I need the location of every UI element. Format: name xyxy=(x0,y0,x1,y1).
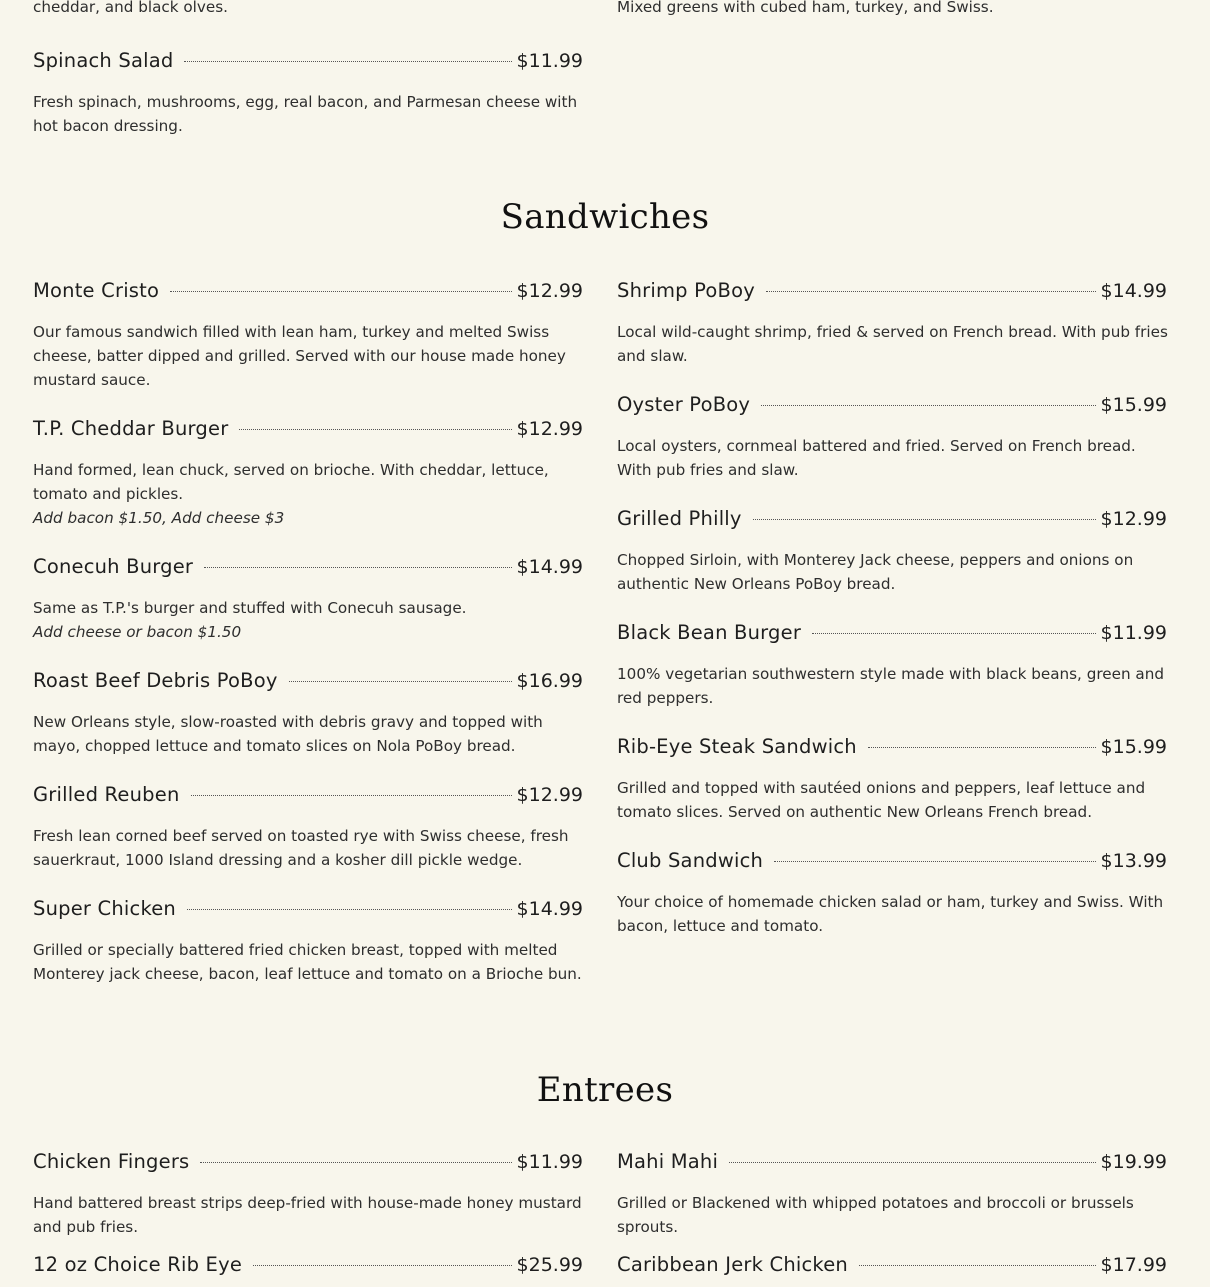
dotted-leader xyxy=(868,747,1096,748)
menu-item xyxy=(33,417,591,530)
menu-item xyxy=(33,1150,591,1239)
menu-item xyxy=(33,279,591,392)
dotted-leader xyxy=(200,1162,511,1163)
menu-item xyxy=(33,1253,591,1287)
item-description: New Orleans style, slow-roasted with debris gravy and topped with mayo, chopped lettuce and tomato slices on Nola PoBoy bread. xyxy=(33,713,543,755)
dotted-leader xyxy=(859,1265,1096,1266)
item-price: $14.99 xyxy=(516,556,583,578)
menu-item xyxy=(33,555,591,644)
item-description: Same as T.P.'s burger and stuffed with Conecuh sausage. xyxy=(33,599,467,617)
salad-desc-partial-right: Mixed greens with cubed ham, turkey, and Swiss. xyxy=(617,0,994,16)
item-price: $15.99 xyxy=(1100,736,1167,758)
item-note: Add bacon $1.50, Add cheese $3 xyxy=(33,509,285,527)
item-description: Grilled or specially battered fried chicken breast, topped with melted Monterey jack cheese, bacon, leaf lettuce and tomato on a Brioche bun. xyxy=(33,941,582,983)
dotted-leader xyxy=(239,429,511,430)
item-name: Oyster PoBoy xyxy=(617,393,751,416)
item-price: $14.99 xyxy=(1100,280,1167,302)
item-description: Fresh lean corned beef served on toasted rye with Swiss cheese, fresh sauerkraut, 1000 Island dressing and a kosher dill pickle wedge. xyxy=(33,827,569,869)
item-name: Conecuh Burger xyxy=(33,555,194,578)
dotted-leader xyxy=(170,291,511,292)
item-description: Chopped Sirloin, with Monterey Jack cheese, peppers and onions on authentic New Orleans PoBoy bread. xyxy=(617,551,1134,593)
dotted-leader xyxy=(812,633,1095,634)
item-description: Local wild-caught shrimp, fried & served on French bread. With pub fries and slaw. xyxy=(617,323,1168,365)
dotted-leader xyxy=(289,681,512,682)
item-name: Mahi Mahi xyxy=(617,1150,719,1173)
item-price: $12.99 xyxy=(516,418,583,440)
salad-desc-partial-left: cheddar, and black olves. xyxy=(33,0,228,16)
item-name: Chicken Fingers xyxy=(33,1150,190,1173)
item-description: Our famous sandwich filled with lean ham, turkey and melted Swiss cheese, batter dipped and grilled. Served with our house made honey mustard sauce. xyxy=(33,323,566,389)
menu-item xyxy=(617,393,1175,482)
item-price: $12.99 xyxy=(516,280,583,302)
menu-item xyxy=(617,279,1175,368)
item-price: $12.99 xyxy=(1100,508,1167,530)
item-price: $11.99 xyxy=(516,50,583,72)
dotted-leader xyxy=(187,909,512,910)
item-description: Your choice of homemade chicken salad or ham, turkey and Swiss. With bacon, lettuce and tomato. xyxy=(617,893,1164,935)
item-price: $19.99 xyxy=(1100,1151,1167,1173)
menu-item xyxy=(33,897,591,986)
section-title-sandwiches: Sandwiches xyxy=(500,197,710,237)
menu-item xyxy=(617,1253,1175,1287)
item-price: $17.99 xyxy=(1100,1254,1167,1276)
item-price: $16.99 xyxy=(516,670,583,692)
item-name: Caribbean Jerk Chicken xyxy=(617,1253,848,1276)
dotted-leader xyxy=(761,405,1095,406)
item-price: $15.99 xyxy=(1100,394,1167,416)
dotted-leader xyxy=(184,61,511,62)
item-price: $14.99 xyxy=(516,898,583,920)
item-price: $11.99 xyxy=(1100,622,1167,644)
dotted-leader xyxy=(253,1265,511,1266)
item-name: 12 oz Choice Rib Eye xyxy=(33,1253,243,1276)
item-name: Grilled Philly xyxy=(617,507,742,530)
item-name: T.P. Cheddar Burger xyxy=(33,417,229,440)
item-name: Black Bean Burger xyxy=(617,621,802,644)
dotted-leader xyxy=(753,519,1096,520)
item-name: Shrimp PoBoy xyxy=(617,279,755,302)
dotted-leader xyxy=(204,567,511,568)
menu-item xyxy=(33,669,591,758)
item-note: Add cheese or bacon $1.50 xyxy=(33,623,242,641)
dotted-leader xyxy=(766,291,1096,292)
menu-item xyxy=(617,735,1175,824)
item-description: Fresh spinach, mushrooms, egg, real bacon, and Parmesan cheese with hot bacon dressing. xyxy=(33,93,578,135)
menu-item xyxy=(617,507,1175,596)
item-description: Hand formed, lean chuck, served on brioche. With cheddar, lettuce, tomato and pickles. xyxy=(33,461,549,503)
item-description: Local oysters, cornmeal battered and fried. Served on French bread. With pub fries and slaw. xyxy=(617,437,1136,479)
item-name: Roast Beef Debris PoBoy xyxy=(33,669,278,692)
section-title-entrees: Entrees xyxy=(536,1070,674,1110)
menu-item xyxy=(33,783,591,872)
item-name: Club Sandwich xyxy=(617,849,764,872)
item-name: Rib-Eye Steak Sandwich xyxy=(617,735,857,758)
item-price: $12.99 xyxy=(516,784,583,806)
item-name: Grilled Reuben xyxy=(33,783,180,806)
item-name: Spinach Salad xyxy=(33,49,174,72)
dotted-leader xyxy=(774,861,1095,862)
dotted-leader xyxy=(729,1162,1095,1163)
item-price: $11.99 xyxy=(516,1151,583,1173)
menu-item xyxy=(617,849,1175,938)
item-description: Grilled and topped with sautéed onions and peppers, leaf lettuce and tomato slices. Served on authentic New Orleans French bread. xyxy=(617,779,1146,821)
menu-item xyxy=(617,621,1175,710)
item-description: Grilled or Blackened with whipped potatoes and broccoli or brussels sprouts. xyxy=(617,1194,1134,1236)
menu-item xyxy=(33,49,591,138)
item-price: $25.99 xyxy=(516,1254,583,1276)
item-name: Monte Cristo xyxy=(33,279,160,302)
menu-item xyxy=(617,1150,1175,1239)
item-description: 100% vegetarian southwestern style made with black beans, green and red peppers. xyxy=(617,665,1164,707)
item-price: $13.99 xyxy=(1100,850,1167,872)
dotted-leader xyxy=(191,795,512,796)
item-description: Hand battered breast strips deep-fried with house-made honey mustard and pub fries. xyxy=(33,1194,582,1236)
item-name: Super Chicken xyxy=(33,897,176,920)
